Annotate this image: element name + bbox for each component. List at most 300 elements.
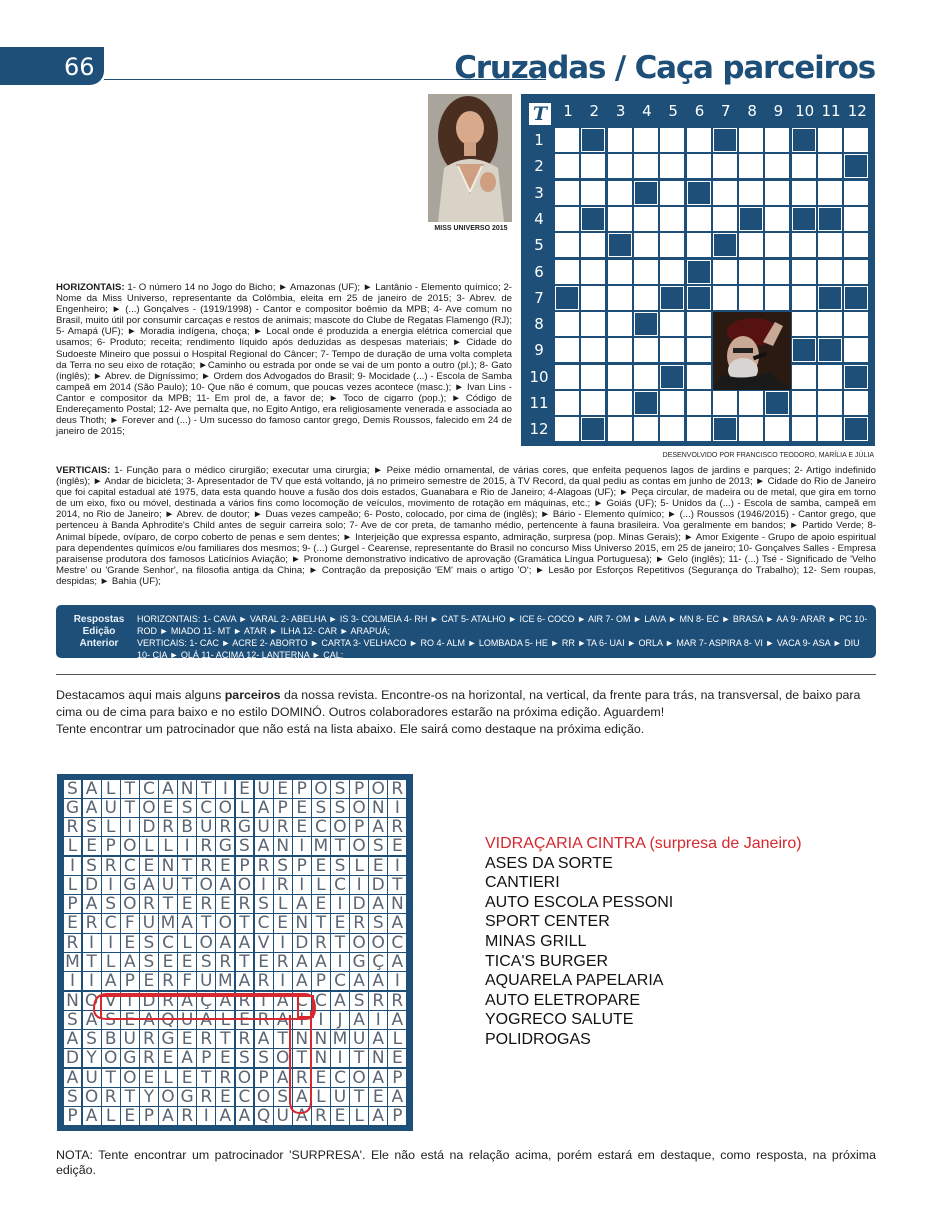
word-search-letter[interactable]: R xyxy=(83,914,101,932)
word-search-letter[interactable]: C xyxy=(236,1088,254,1106)
word-search-letter[interactable]: C xyxy=(331,876,349,894)
word-search-letter[interactable]: I xyxy=(369,1011,387,1029)
crossword-answer-cell[interactable] xyxy=(792,260,816,284)
crossword-answer-cell[interactable] xyxy=(608,154,632,178)
crossword-answer-cell[interactable] xyxy=(660,338,684,362)
word-search-letter[interactable]: I xyxy=(388,857,406,875)
crossword-answer-cell[interactable] xyxy=(660,391,684,415)
word-search-letter[interactable]: T xyxy=(274,1030,292,1048)
word-search-letter[interactable]: G xyxy=(216,837,234,855)
word-search-letter[interactable]: E xyxy=(312,1069,330,1087)
word-search-letter[interactable]: E xyxy=(312,895,330,913)
word-search-letter[interactable]: S xyxy=(83,818,101,836)
word-search-letter[interactable]: D xyxy=(369,876,387,894)
crossword-answer-cell[interactable] xyxy=(555,417,579,441)
word-search-letter[interactable]: G xyxy=(178,1088,196,1106)
word-search-letter[interactable]: R xyxy=(388,818,406,836)
word-search-letter[interactable]: G xyxy=(121,1049,139,1067)
word-search-letter[interactable]: O xyxy=(312,780,330,798)
word-search-letter[interactable]: V xyxy=(102,992,120,1010)
word-search-letter[interactable]: T xyxy=(102,1069,120,1087)
word-search-letter[interactable]: T xyxy=(178,876,196,894)
crossword-answer-cell[interactable] xyxy=(792,312,816,336)
word-search-letter[interactable]: R xyxy=(102,857,120,875)
word-search-letter[interactable]: R xyxy=(312,1107,330,1125)
word-search-letter[interactable]: E xyxy=(121,1107,139,1125)
word-search-letter[interactable]: L xyxy=(274,895,292,913)
crossword-answer-cell[interactable] xyxy=(765,233,789,257)
word-search-letter[interactable]: S xyxy=(331,780,349,798)
word-search-letter[interactable]: E xyxy=(178,1069,196,1087)
word-search-letter[interactable]: E xyxy=(83,837,101,855)
crossword-answer-cell[interactable] xyxy=(739,391,763,415)
word-search-letter[interactable]: U xyxy=(274,1107,292,1125)
word-search-letter[interactable]: P xyxy=(350,818,368,836)
word-search-letter[interactable]: R xyxy=(369,992,387,1010)
word-search-letter[interactable]: E xyxy=(140,1069,158,1087)
crossword-answer-cell[interactable] xyxy=(713,286,737,310)
crossword-answer-cell[interactable] xyxy=(634,128,658,152)
crossword-answer-cell[interactable] xyxy=(687,207,711,231)
word-search-letter[interactable]: I xyxy=(293,876,311,894)
crossword-answer-cell[interactable] xyxy=(844,312,868,336)
word-search-letter[interactable]: A xyxy=(293,953,311,971)
word-search-letter[interactable]: T xyxy=(331,934,349,952)
word-search-letter[interactable]: R xyxy=(350,914,368,932)
word-search-letter[interactable]: I xyxy=(197,1107,215,1125)
word-search-letter[interactable]: C xyxy=(312,818,330,836)
word-search-letter[interactable]: P xyxy=(293,857,311,875)
word-search-letter[interactable]: A xyxy=(236,934,254,952)
word-search-letter[interactable]: L xyxy=(236,799,254,817)
word-search-letter[interactable]: A xyxy=(293,1107,311,1125)
word-search-letter[interactable]: R xyxy=(64,818,82,836)
word-search-letter[interactable]: R xyxy=(159,972,177,990)
crossword-answer-cell[interactable] xyxy=(608,181,632,205)
word-search-letter[interactable]: R xyxy=(388,992,406,1010)
crossword-answer-cell[interactable] xyxy=(555,260,579,284)
word-search-letter[interactable]: R xyxy=(274,876,292,894)
word-search-letter[interactable]: R xyxy=(197,895,215,913)
word-search-letter[interactable]: A xyxy=(274,992,292,1010)
crossword-answer-cell[interactable] xyxy=(818,260,842,284)
crossword-answer-cell[interactable] xyxy=(713,181,737,205)
word-search-letter[interactable]: A xyxy=(369,1030,387,1048)
crossword-answer-cell[interactable] xyxy=(713,154,737,178)
word-search-letter[interactable]: E xyxy=(216,1049,234,1067)
word-search-letter[interactable]: E xyxy=(293,818,311,836)
crossword-answer-cell[interactable] xyxy=(765,128,789,152)
word-search-letter[interactable]: A xyxy=(216,876,234,894)
word-search-letter[interactable]: O xyxy=(197,934,215,952)
crossword-answer-cell[interactable] xyxy=(818,417,842,441)
crossword-answer-cell[interactable] xyxy=(792,417,816,441)
crossword-answer-cell[interactable] xyxy=(818,128,842,152)
crossword-answer-cell[interactable] xyxy=(739,181,763,205)
word-search-letter[interactable]: T xyxy=(121,1088,139,1106)
word-search-letter[interactable]: O xyxy=(350,837,368,855)
word-search-letter[interactable]: S xyxy=(350,992,368,1010)
word-search-letter[interactable]: A xyxy=(216,1107,234,1125)
word-search-letter[interactable]: I xyxy=(274,972,292,990)
word-search-letter[interactable]: S xyxy=(255,1049,273,1067)
word-search-letter[interactable]: I xyxy=(293,837,311,855)
word-search-letter[interactable]: I xyxy=(350,876,368,894)
word-search-letter[interactable]: T xyxy=(293,1049,311,1067)
word-search-letter[interactable]: U xyxy=(140,914,158,932)
word-search-letter[interactable]: A xyxy=(369,1069,387,1087)
word-search-letter[interactable]: A xyxy=(178,992,196,1010)
word-search-letter[interactable]: A xyxy=(216,992,234,1010)
word-search-letter[interactable]: N xyxy=(293,1030,311,1048)
word-search-letter[interactable]: I xyxy=(178,837,196,855)
word-search-letter[interactable]: A xyxy=(140,876,158,894)
crossword-answer-cell[interactable] xyxy=(739,286,763,310)
word-search-letter[interactable]: A xyxy=(388,953,406,971)
crossword-answer-cell[interactable] xyxy=(608,312,632,336)
word-search-letter[interactable]: C xyxy=(312,992,330,1010)
word-search-letter[interactable]: A xyxy=(178,1049,196,1067)
word-search-letter[interactable]: O xyxy=(197,876,215,894)
word-search-letter[interactable]: S xyxy=(274,1088,292,1106)
word-search-letter[interactable]: R xyxy=(312,934,330,952)
crossword-answer-cell[interactable] xyxy=(634,260,658,284)
word-search-letter[interactable]: E xyxy=(236,1011,254,1029)
word-search-letter[interactable]: S xyxy=(102,1011,120,1029)
word-search-letter[interactable]: L xyxy=(102,818,120,836)
word-search-letter[interactable]: A xyxy=(197,1011,215,1029)
word-search-letter[interactable]: T xyxy=(236,914,254,932)
word-search-letter[interactable]: S xyxy=(236,1049,254,1067)
word-search-letter[interactable]: A xyxy=(312,953,330,971)
word-search-letter[interactable]: U xyxy=(350,1030,368,1048)
crossword-answer-cell[interactable] xyxy=(818,233,842,257)
word-search-letter[interactable]: I xyxy=(83,934,101,952)
word-search-letter[interactable]: T xyxy=(197,914,215,932)
word-search-letter[interactable]: S xyxy=(255,895,273,913)
word-search-letter[interactable]: R xyxy=(388,780,406,798)
word-search-letter[interactable]: L xyxy=(388,1030,406,1048)
word-search-letter[interactable]: L xyxy=(140,837,158,855)
word-search-letter[interactable]: P xyxy=(64,1107,82,1125)
word-search-letter[interactable]: S xyxy=(312,799,330,817)
crossword-answer-cell[interactable] xyxy=(687,128,711,152)
word-search-letter[interactable]: U xyxy=(178,1011,196,1029)
crossword-answer-cell[interactable] xyxy=(608,391,632,415)
word-search-letter[interactable]: L xyxy=(159,1069,177,1087)
word-search-letter[interactable]: A xyxy=(83,1107,101,1125)
word-search-letter[interactable]: G xyxy=(236,818,254,836)
word-search-letter[interactable]: E xyxy=(216,895,234,913)
word-search-letter[interactable]: O xyxy=(331,818,349,836)
word-search-letter[interactable]: E xyxy=(216,857,234,875)
word-search-letter[interactable]: D xyxy=(293,934,311,952)
word-search-letter[interactable]: M xyxy=(160,913,176,934)
word-search-letter[interactable]: Y xyxy=(140,1088,158,1106)
word-search-letter[interactable]: R xyxy=(236,895,254,913)
word-search-letter[interactable]: A xyxy=(64,1069,82,1087)
word-search-letter[interactable]: L xyxy=(102,780,120,798)
word-search-letter[interactable]: U xyxy=(102,799,120,817)
word-search-letter[interactable]: U xyxy=(121,1030,139,1048)
word-search-letter[interactable]: O xyxy=(121,1069,139,1087)
crossword-answer-cell[interactable] xyxy=(792,233,816,257)
crossword-answer-cell[interactable] xyxy=(581,391,605,415)
crossword-answer-cell[interactable] xyxy=(634,365,658,389)
word-search-letter[interactable]: P xyxy=(350,780,368,798)
word-search-letter[interactable]: U xyxy=(159,876,177,894)
word-search-letter[interactable]: L xyxy=(102,953,120,971)
word-search-letter[interactable]: M xyxy=(217,971,233,992)
word-search-letter[interactable]: G xyxy=(350,953,368,971)
word-search-letter[interactable]: R xyxy=(140,1030,158,1048)
word-search-letter[interactable]: L xyxy=(102,1107,120,1125)
word-search-letter[interactable]: S xyxy=(236,837,254,855)
word-search-letter[interactable]: O xyxy=(255,1088,273,1106)
word-search-letter[interactable]: R xyxy=(197,1030,215,1048)
word-search-letter[interactable]: E xyxy=(140,972,158,990)
word-search-letter[interactable]: U xyxy=(197,972,215,990)
word-search-letter[interactable]: A xyxy=(388,914,406,932)
word-search-letter[interactable]: O xyxy=(83,992,101,1010)
crossword-answer-cell[interactable] xyxy=(844,181,868,205)
crossword-answer-cell[interactable] xyxy=(687,365,711,389)
word-search-letter[interactable]: C xyxy=(102,914,120,932)
word-search-letter[interactable]: I xyxy=(331,1049,349,1067)
word-search-letter[interactable]: I xyxy=(388,972,406,990)
crossword-answer-cell[interactable] xyxy=(634,286,658,310)
word-search-letter[interactable]: A xyxy=(293,895,311,913)
crossword-answer-cell[interactable] xyxy=(844,391,868,415)
word-search-letter[interactable]: N xyxy=(159,857,177,875)
crossword-answer-cell[interactable] xyxy=(844,128,868,152)
word-search-letter[interactable]: T xyxy=(216,1030,234,1048)
word-search-letter[interactable]: E xyxy=(274,780,292,798)
word-search-letter[interactable]: I xyxy=(293,1011,311,1029)
crossword-answer-cell[interactable] xyxy=(792,365,816,389)
crossword-answer-cell[interactable] xyxy=(555,233,579,257)
word-search-letter[interactable]: O xyxy=(216,799,234,817)
word-search-letter[interactable]: R xyxy=(159,818,177,836)
word-search-letter[interactable]: S xyxy=(369,837,387,855)
crossword-answer-cell[interactable] xyxy=(555,128,579,152)
word-search-letter[interactable]: I xyxy=(121,818,139,836)
word-search-letter[interactable]: I xyxy=(102,934,120,952)
word-search-letter[interactable]: A xyxy=(159,1107,177,1125)
word-search-letter[interactable]: O xyxy=(236,1069,254,1087)
word-search-letter[interactable]: I xyxy=(121,992,139,1010)
word-search-letter[interactable]: A xyxy=(369,895,387,913)
word-search-letter[interactable]: C xyxy=(197,799,215,817)
word-search-letter[interactable]: G xyxy=(159,1030,177,1048)
crossword-answer-cell[interactable] xyxy=(660,181,684,205)
word-search-letter[interactable]: P xyxy=(388,1069,406,1087)
word-search-letter[interactable]: F xyxy=(178,972,196,990)
word-search-letter[interactable]: O xyxy=(350,934,368,952)
crossword-answer-cell[interactable] xyxy=(713,391,737,415)
crossword-answer-cell[interactable] xyxy=(555,207,579,231)
word-search-letter[interactable]: T xyxy=(159,895,177,913)
word-search-letter[interactable]: S xyxy=(331,799,349,817)
crossword-answer-cell[interactable] xyxy=(581,286,605,310)
word-search-letter[interactable]: C xyxy=(388,934,406,952)
crossword-answer-cell[interactable] xyxy=(844,233,868,257)
word-search-letter[interactable]: T xyxy=(197,1069,215,1087)
crossword-answer-cell[interactable] xyxy=(844,260,868,284)
word-search-letter[interactable]: O xyxy=(350,799,368,817)
crossword-answer-cell[interactable] xyxy=(555,391,579,415)
word-search-letter[interactable]: N xyxy=(388,895,406,913)
crossword-answer-cell[interactable] xyxy=(765,286,789,310)
word-search-letter[interactable]: P xyxy=(64,895,82,913)
word-search-letter[interactable]: Q xyxy=(159,1011,177,1029)
word-search-letter[interactable]: M xyxy=(313,836,329,857)
crossword-answer-cell[interactable] xyxy=(581,181,605,205)
word-search-letter[interactable]: S xyxy=(197,953,215,971)
crossword-answer-cell[interactable] xyxy=(687,233,711,257)
word-search-letter[interactable]: D xyxy=(140,818,158,836)
word-search-letter[interactable]: S xyxy=(83,1030,101,1048)
word-search-letter[interactable]: Q xyxy=(255,1107,273,1125)
word-search-letter[interactable]: Ç xyxy=(369,953,387,971)
crossword-answer-cell[interactable] xyxy=(660,312,684,336)
word-search-letter[interactable]: R xyxy=(159,992,177,1010)
word-search-letter[interactable]: A xyxy=(274,1011,292,1029)
word-search-letter[interactable]: S xyxy=(140,953,158,971)
crossword-answer-cell[interactable] xyxy=(765,260,789,284)
word-search-letter[interactable]: A xyxy=(350,1011,368,1029)
word-search-letter[interactable]: E xyxy=(64,914,82,932)
crossword-answer-cell[interactable] xyxy=(765,207,789,231)
word-search-letter[interactable]: U xyxy=(255,818,273,836)
word-search-letter[interactable]: P xyxy=(197,1049,215,1067)
word-search-letter[interactable]: A xyxy=(350,972,368,990)
word-search-letter[interactable]: U xyxy=(83,1069,101,1087)
word-search-letter[interactable]: A xyxy=(388,1011,406,1029)
word-search-letter[interactable]: L xyxy=(64,876,82,894)
crossword-answer-cell[interactable] xyxy=(792,154,816,178)
crossword-answer-cell[interactable] xyxy=(687,417,711,441)
word-search-letter[interactable]: L xyxy=(350,857,368,875)
crossword-answer-cell[interactable] xyxy=(555,365,579,389)
crossword-answer-cell[interactable] xyxy=(581,365,605,389)
word-search-letter[interactable]: I xyxy=(64,857,82,875)
crossword-answer-cell[interactable] xyxy=(765,181,789,205)
crossword-answer-cell[interactable] xyxy=(739,128,763,152)
word-search-letter[interactable]: E xyxy=(293,799,311,817)
word-search-letter[interactable]: R xyxy=(216,818,234,836)
crossword-answer-cell[interactable] xyxy=(687,391,711,415)
word-search-letter[interactable]: E xyxy=(388,837,406,855)
word-search-letter[interactable]: S xyxy=(178,799,196,817)
word-search-letter[interactable]: R xyxy=(102,1088,120,1106)
word-search-letter[interactable]: P xyxy=(121,972,139,990)
word-search-letter[interactable]: R xyxy=(140,1049,158,1067)
crossword-answer-cell[interactable] xyxy=(660,260,684,284)
word-search-letter[interactable]: I xyxy=(64,972,82,990)
word-search-letter[interactable]: P xyxy=(388,1107,406,1125)
word-search-letter[interactable]: D xyxy=(350,895,368,913)
crossword-answer-cell[interactable] xyxy=(581,233,605,257)
crossword-answer-cell[interactable] xyxy=(634,417,658,441)
word-search-letter[interactable]: A xyxy=(64,1030,82,1048)
word-search-letter[interactable]: A xyxy=(274,1069,292,1087)
word-search-letter[interactable]: P xyxy=(236,857,254,875)
word-search-letter[interactable]: P xyxy=(102,837,120,855)
crossword-answer-cell[interactable] xyxy=(844,338,868,362)
crossword-answer-cell[interactable] xyxy=(792,286,816,310)
word-search-letter[interactable]: S xyxy=(83,857,101,875)
word-search-letter[interactable]: S xyxy=(369,914,387,932)
crossword-answer-cell[interactable] xyxy=(555,154,579,178)
crossword-answer-cell[interactable] xyxy=(687,154,711,178)
word-search-letter[interactable]: A xyxy=(83,780,101,798)
word-search-letter[interactable]: E xyxy=(178,895,196,913)
crossword-answer-cell[interactable] xyxy=(634,207,658,231)
crossword-answer-cell[interactable] xyxy=(713,260,737,284)
word-search-letter[interactable]: F xyxy=(121,914,139,932)
word-search-letter[interactable]: M xyxy=(332,1029,348,1050)
word-search-letter[interactable]: R xyxy=(216,1069,234,1087)
word-search-letter[interactable]: N xyxy=(369,1049,387,1067)
word-search-letter[interactable]: O xyxy=(121,837,139,855)
word-search-letter[interactable]: T xyxy=(121,780,139,798)
word-search-letter[interactable]: T xyxy=(350,1088,368,1106)
word-search-letter[interactable]: N xyxy=(312,1049,330,1067)
word-search-letter[interactable]: R xyxy=(255,857,273,875)
crossword-answer-cell[interactable] xyxy=(555,181,579,205)
word-search-letter[interactable]: O xyxy=(140,799,158,817)
word-search-letter[interactable]: A xyxy=(388,1088,406,1106)
word-search-letter[interactable]: A xyxy=(216,934,234,952)
crossword-answer-cell[interactable] xyxy=(608,207,632,231)
crossword-answer-cell[interactable] xyxy=(660,154,684,178)
word-search-letter[interactable]: E xyxy=(369,1088,387,1106)
word-search-letter[interactable]: D xyxy=(83,876,101,894)
word-search-letter[interactable]: S xyxy=(102,895,120,913)
word-search-letter[interactable]: A xyxy=(236,972,254,990)
crossword-answer-cell[interactable] xyxy=(739,260,763,284)
crossword-answer-cell[interactable] xyxy=(581,338,605,362)
crossword-answer-cell[interactable] xyxy=(713,207,737,231)
crossword-answer-cell[interactable] xyxy=(608,417,632,441)
crossword-answer-cell[interactable] xyxy=(608,365,632,389)
crossword-answer-cell[interactable] xyxy=(660,417,684,441)
word-search-letter[interactable]: C xyxy=(255,914,273,932)
crossword-answer-cell[interactable] xyxy=(581,154,605,178)
word-search-letter[interactable]: A xyxy=(159,780,177,798)
word-search-letter[interactable]: L xyxy=(216,1011,234,1029)
word-search-letter[interactable]: A xyxy=(369,972,387,990)
word-search-letter[interactable]: S xyxy=(140,934,158,952)
word-search-letter[interactable]: L xyxy=(64,837,82,855)
word-search-letter[interactable]: I xyxy=(255,876,273,894)
word-search-letter[interactable]: O xyxy=(369,934,387,952)
crossword-answer-cell[interactable] xyxy=(792,391,816,415)
word-search-letter[interactable]: I xyxy=(102,876,120,894)
crossword-answer-cell[interactable] xyxy=(818,391,842,415)
word-search-letter[interactable]: R xyxy=(64,934,82,952)
word-search-letter[interactable]: B xyxy=(102,1030,120,1048)
word-search-letter[interactable]: C xyxy=(121,857,139,875)
word-search-letter[interactable]: A xyxy=(293,1088,311,1106)
word-search-letter[interactable]: A xyxy=(293,972,311,990)
word-search-letter[interactable]: N xyxy=(274,837,292,855)
word-search-letter[interactable]: A xyxy=(331,992,349,1010)
word-search-letter[interactable]: U xyxy=(331,1088,349,1106)
word-search-letter[interactable]: R xyxy=(197,857,215,875)
word-search-letter[interactable]: E xyxy=(369,857,387,875)
